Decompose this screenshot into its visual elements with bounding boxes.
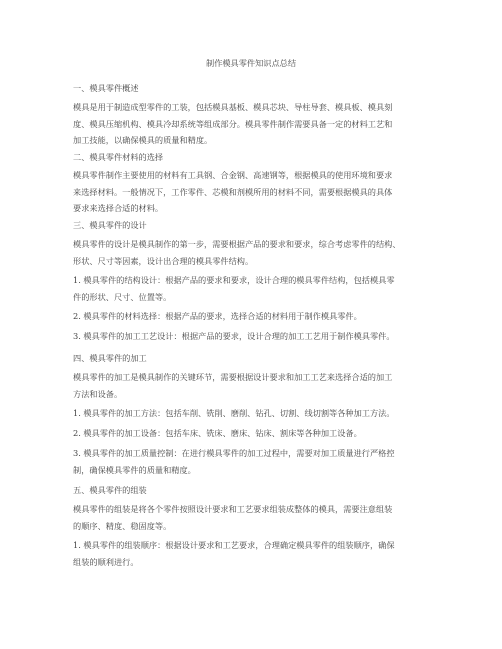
text-line: 2. 模具零件的材料选择：根据产品的要求，选择合适的材料用于制作模具零件。: [73, 311, 362, 321]
list-item: [73, 445, 433, 478]
text-line: 模具零件制作主要使用的材料有工具钢、合金钢、高速钢等，根据模具的使用环境和要求: [73, 170, 393, 180]
section-heading: 一、模具零件概述: [73, 83, 139, 93]
text-line: 的顺序、精度、稳固度等。: [73, 520, 172, 531]
section-heading: 五、模具零件的组装: [73, 485, 147, 495]
text-line: 2. 模具零件的加工设备：包括车床、铣床、磨床、钻床、割床等各种加工设备。: [73, 428, 362, 438]
list-item: [73, 328, 433, 345]
list-item: [73, 425, 433, 442]
text-line: 要求来选择合适的材料。: [73, 203, 164, 213]
text-line: 1. 模具零件的结构设计：根据产品的要求和要求，设计合理的模具零件结构，包括模具零: [73, 275, 395, 285]
paragraph: [73, 99, 433, 149]
text-line: 模具零件的加工是模具制作的关键环节，需要根据设计要求和加工工艺来选择合适的加工: [73, 372, 393, 382]
text-line: 加工技能，以确保模具的质量和精度。: [73, 135, 213, 145]
text-line: 1. 模具零件的加工方法：包括车削、铣削、磨削、钻孔、切割、线切割等各种加工方法。: [73, 408, 395, 418]
text-line: 来选择材料。一般情况下，工作零件、芯模和剂模所用的材料不同，需要根据模具的具体: [73, 186, 393, 197]
list-item: [73, 308, 433, 325]
section-heading: 四、模具零件的加工: [73, 353, 147, 363]
paragraph: [73, 501, 433, 534]
list-item: [73, 272, 433, 305]
text-line: 形状、尺寸等因素，设计出合理的模具零件结构。: [73, 255, 254, 266]
text-line: 1. 模具零件的组装顺序：根据设计要求和工艺要求，合理确定模具零件的组装顺序，确保: [73, 540, 395, 550]
text-line: 模具是用于制造成型零件的工装，包括模具基板、模具芯块、导柱导套、模具板、模具刻: [73, 102, 393, 112]
text-line: 模具零件的组装是将各个零件按照设计要求和工艺要求组装成整体的模具，需要注意组装: [73, 504, 393, 514]
text-line: 3. 模具零件的加工质量控制：在进行模具零件的加工过程中，需要对加工质量进行严格控: [73, 448, 395, 458]
section-heading: 二、模具零件材料的选择: [73, 152, 164, 162]
paragraph: [73, 167, 433, 217]
text-line: 度、模具压缩机构、模具冷却系统等组成部分。模具零件制作需要具备一定的材料工艺和: [73, 118, 393, 129]
paragraph: [73, 369, 433, 402]
text-line: 组装的顺利进行。: [73, 556, 139, 567]
document-title: 制作模具零件知识点总结: [205, 58, 297, 68]
list-item: [73, 537, 433, 570]
text-line: 3. 模具零件的加工工艺设计：根据产品的要求，设计合理的加工工艺用于制作模具零件。: [73, 331, 395, 341]
section-heading: 三、模具零件的设计: [73, 220, 147, 230]
text-line: 模具零件的设计是模具制作的第一步，需要根据产品的要求和要求，综合考虑零件的结构、: [73, 239, 401, 249]
list-item: [73, 405, 433, 422]
paragraph: [73, 236, 433, 269]
text-line: 制，确保模具零件的质量和精度。: [73, 464, 196, 475]
text-line: 件的形状、尺寸、位置等。: [73, 291, 172, 302]
text-line: 方法和设备。: [73, 388, 123, 399]
